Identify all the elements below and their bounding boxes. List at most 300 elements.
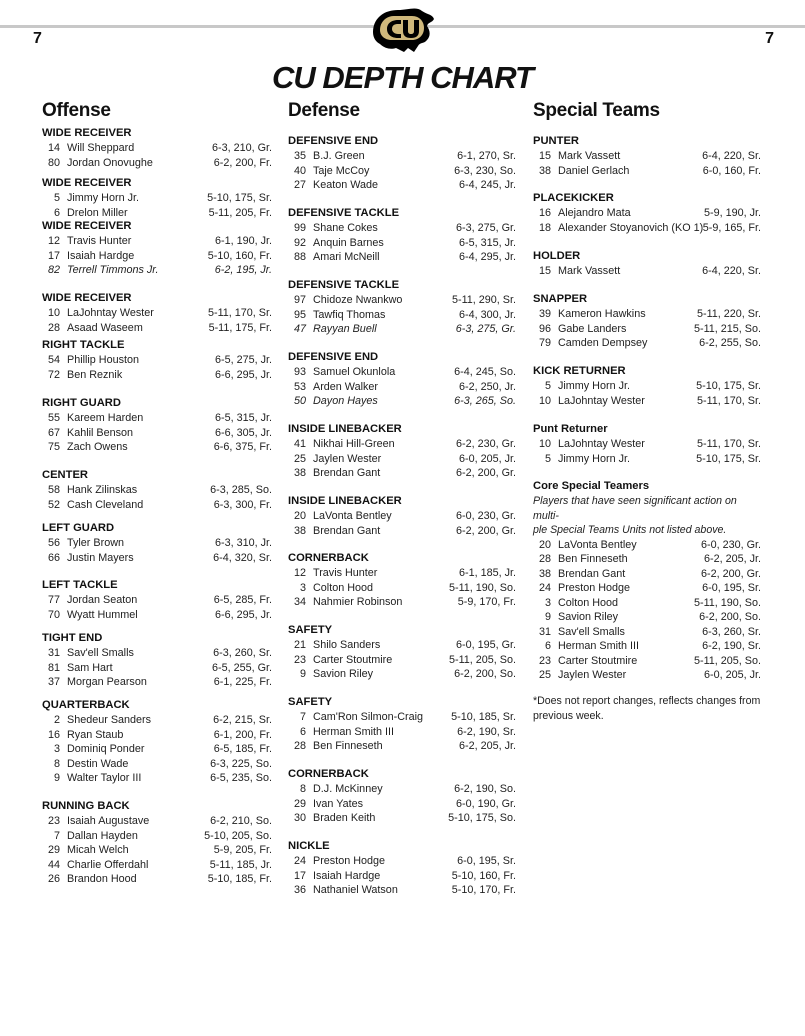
player-info: 6-2, 230, Gr. <box>455 438 516 450</box>
player-name: Jimmy Horn Jr. <box>67 192 139 204</box>
player-name: Sav'ell Smalls <box>67 647 134 659</box>
player-name: Isaiah Hardge <box>313 869 381 882</box>
player-row <box>533 307 761 322</box>
position-title: INSIDE LINEBACKER <box>288 495 402 507</box>
player-name: Rayyan Buell <box>313 323 377 335</box>
player-name: Samuel Okunlola <box>313 366 396 378</box>
player-info: 6-2, 255, So. <box>699 337 761 349</box>
jersey-number: 67 <box>47 426 60 439</box>
player-row <box>533 596 761 611</box>
player-info: 6-6, 295, Jr. <box>214 368 272 381</box>
player-info: 6-3, 275, Gr. <box>455 222 516 234</box>
player-name: LaJohntay Wester <box>67 307 154 319</box>
player-name: Ivan Yates <box>313 797 364 810</box>
player-info: 6-3, 260, Sr. <box>702 625 761 638</box>
player-name: Justin Mayers <box>67 551 134 564</box>
position-title: SAFETY <box>288 624 333 636</box>
player-info: 6-3, 285, So. <box>210 484 272 496</box>
player-name: Savion Riley <box>313 668 374 680</box>
player-row <box>533 437 761 452</box>
player-row <box>42 829 272 844</box>
jersey-number: 9 <box>299 668 306 680</box>
player-row <box>288 293 516 308</box>
player-row <box>42 440 272 455</box>
player-row <box>42 608 272 623</box>
player-name: Alexander Stoyanovich (KO 1) <box>558 221 704 234</box>
position-title: RIGHT GUARD <box>42 397 121 409</box>
section-note: Players that have seen significant action on multi- <box>533 495 737 522</box>
offense-section <box>42 468 272 512</box>
player-info: 6-4, 295, Jr. <box>458 251 516 263</box>
player-info: 6-2, 215, Sr. <box>213 714 272 726</box>
player-info: 6-0, 190, Gr. <box>455 797 516 810</box>
player-info: 6-2, 200, Gr. <box>700 567 761 580</box>
player-info: 5-10, 175, Sr. <box>696 380 761 392</box>
player-row <box>288 365 516 380</box>
player-info: 5-11, 175, Fr. <box>208 321 272 334</box>
player-name: Herman Smith III <box>558 640 639 652</box>
player-name: Sam Hart <box>67 661 113 674</box>
jersey-number: 25 <box>538 669 551 681</box>
offense-heading: Offense <box>42 100 111 121</box>
player-name: Will Sheppard <box>67 142 135 154</box>
jersey-number: 17 <box>293 869 306 882</box>
position-title: Core Special Teamers <box>533 480 650 492</box>
player-name: Savion Riley <box>558 611 619 623</box>
defense-section <box>288 278 516 337</box>
player-row <box>533 625 761 640</box>
player-info: 6-4, 220, Sr. <box>702 265 761 277</box>
offense-column <box>42 100 272 885</box>
player-info: 5-9, 165, Fr. <box>702 221 761 234</box>
player-name: Jaylen Wester <box>558 669 627 681</box>
player-name: Isaiah Hardge <box>67 249 135 262</box>
player-info: 6-1, 270, Sr. <box>457 150 516 162</box>
jersey-number: 8 <box>299 783 306 795</box>
jersey-number: 97 <box>293 294 306 306</box>
player-row <box>533 610 761 625</box>
player-name: Ben Reznik <box>67 368 123 381</box>
jersey-number: 25 <box>293 452 306 465</box>
position-title: DEFENSIVE TACKLE <box>288 207 400 219</box>
jersey-number: 39 <box>538 308 551 320</box>
jersey-number: 5 <box>53 192 60 204</box>
player-name: Brendan Gant <box>558 567 626 580</box>
player-info: 6-4, 220, Sr. <box>702 150 761 162</box>
offense-section <box>42 631 272 690</box>
player-name: Dayon Hayes <box>313 395 378 407</box>
page-number-right: 7 <box>765 30 774 47</box>
player-row <box>288 854 516 869</box>
player-info: 6-2, 200, Gr. <box>455 467 516 479</box>
player-info: 6-3, 225, So. <box>210 757 272 770</box>
player-info: 6-0, 230, Gr. <box>455 510 516 522</box>
player-row <box>288 725 516 740</box>
player-row <box>533 639 761 654</box>
jersey-number: 7 <box>53 829 60 842</box>
jersey-number: 7 <box>299 711 306 723</box>
player-row <box>42 426 272 441</box>
offense-section <box>42 578 272 622</box>
player-row <box>533 394 761 409</box>
position-title: KICK RETURNER <box>533 365 626 377</box>
player-name: Jordan Onovughe <box>67 156 153 169</box>
player-name: Kameron Hawkins <box>558 308 646 320</box>
player-row <box>42 353 272 368</box>
jersey-number: 96 <box>538 322 551 335</box>
player-row <box>533 581 761 596</box>
position-title: PLACEKICKER <box>533 192 614 204</box>
player-name: Colton Hood <box>313 581 374 594</box>
player-info: 6-3, 310, Jr. <box>214 537 272 549</box>
position-title: DEFENSIVE END <box>288 351 379 363</box>
position-title: WIDE RECEIVER <box>42 220 132 232</box>
jersey-number: 58 <box>47 484 60 496</box>
jersey-number: 23 <box>538 654 551 667</box>
position-title: HOLDER <box>533 250 581 262</box>
player-info: 6-2, 200, Gr. <box>455 524 516 537</box>
player-row <box>42 646 272 661</box>
jersey-number: 20 <box>293 510 306 522</box>
player-row <box>288 236 516 251</box>
jersey-number: 10 <box>47 307 60 319</box>
player-info: 6-0, 160, Fr. <box>702 164 761 177</box>
player-info: 6-2, 200, So. <box>454 668 516 680</box>
special-teams-section <box>533 479 761 683</box>
jersey-number: 80 <box>47 156 60 169</box>
player-row <box>533 149 761 164</box>
jersey-number: 55 <box>47 412 60 424</box>
position-title: SNAPPER <box>533 293 588 305</box>
jersey-number: 29 <box>47 844 60 856</box>
player-name: Asaad Waseem <box>67 321 143 334</box>
player-row <box>533 379 761 394</box>
player-name: Nathaniel Watson <box>313 884 398 896</box>
jersey-number: 3 <box>299 581 306 594</box>
player-row <box>42 728 272 743</box>
player-row <box>288 452 516 467</box>
player-row <box>42 675 272 690</box>
jersey-number: 31 <box>47 647 60 659</box>
offense-section <box>42 799 272 887</box>
jersey-number: 93 <box>293 366 306 378</box>
jersey-number: 12 <box>293 567 306 579</box>
player-row <box>42 551 272 566</box>
player-row <box>42 206 272 221</box>
player-name: Sav'ell Smalls <box>558 625 625 638</box>
player-name: Tawfiq Thomas <box>313 308 386 321</box>
player-name: Herman Smith III <box>313 725 394 738</box>
player-info: 6-0, 195, Sr. <box>702 582 761 594</box>
player-row <box>42 156 272 171</box>
player-info: 6-6, 375, Fr. <box>213 441 272 453</box>
position-title: SAFETY <box>288 696 333 708</box>
jersey-number: 50 <box>293 395 306 407</box>
jersey-number: 92 <box>293 236 306 249</box>
position-title: DEFENSIVE TACKLE <box>288 279 400 291</box>
defense-section <box>288 134 516 193</box>
player-info: 6-1, 225, Fr. <box>213 676 272 688</box>
player-row <box>42 757 272 772</box>
player-row <box>42 249 272 264</box>
player-name: Preston Hodge <box>313 855 386 867</box>
special-teams-section <box>533 292 761 351</box>
jersey-number: 2 <box>53 714 60 726</box>
player-info: 6-1, 190, Jr. <box>214 235 272 247</box>
offense-section <box>42 396 272 455</box>
player-name: Brendan Gant <box>313 467 381 479</box>
player-row <box>288 524 516 539</box>
page-number-left: 7 <box>33 30 42 47</box>
jersey-number: 66 <box>47 551 60 564</box>
player-info: 5-10, 185, Sr. <box>451 711 516 723</box>
jersey-number: 15 <box>538 150 551 162</box>
player-info: 6-5, 185, Fr. <box>213 743 272 755</box>
player-info: 6-5, 315, Jr. <box>214 412 272 424</box>
jersey-number: 16 <box>47 728 60 741</box>
player-info: 6-4, 320, Sr. <box>213 551 272 564</box>
player-name: Micah Welch <box>67 844 129 856</box>
player-row <box>288 394 516 409</box>
player-info: 5-10, 170, Fr. <box>451 884 516 896</box>
position-title: RUNNING BACK <box>42 800 130 812</box>
player-row <box>288 638 516 653</box>
player-row <box>288 437 516 452</box>
player-row <box>42 141 272 156</box>
player-name: Terrell Timmons Jr. <box>67 264 159 276</box>
player-info: 6-4, 300, Jr. <box>458 308 516 321</box>
player-name: Wyatt Hummel <box>67 608 138 621</box>
jersey-number: 15 <box>538 265 551 277</box>
jersey-number: 52 <box>47 498 60 511</box>
player-row <box>42 843 272 858</box>
player-info: 5-9, 205, Fr. <box>213 844 272 856</box>
position-title: CORNERBACK <box>288 768 369 780</box>
player-info: 6-2, 205, Jr. <box>458 740 516 752</box>
player-info: 6-4, 245, Jr. <box>458 179 516 191</box>
player-row <box>288 869 516 884</box>
position-title: QUARTERBACK <box>42 699 130 711</box>
player-row <box>533 552 761 567</box>
position-title: RIGHT TACKLE <box>42 339 125 351</box>
player-info: 6-2, 190, Sr. <box>702 640 761 652</box>
jersey-number: 3 <box>53 743 60 755</box>
player-row <box>288 178 516 193</box>
special-teams-section <box>533 134 761 178</box>
special-teams-heading: Special Teams <box>533 100 660 121</box>
player-row <box>42 411 272 426</box>
player-row <box>533 221 761 236</box>
player-info: 5-10, 175, Sr. <box>696 452 761 465</box>
jersey-number: 31 <box>538 625 551 638</box>
player-info: 5-11, 290, Sr. <box>451 294 516 306</box>
player-name: LaVonta Bentley <box>558 538 637 551</box>
page-title: CU DEPTH CHART <box>272 60 533 95</box>
jersey-number: 54 <box>47 354 60 366</box>
defense-section <box>288 422 516 481</box>
jersey-number: 53 <box>293 380 306 393</box>
player-name: Colton Hood <box>558 596 619 609</box>
player-name: LaJohntay Wester <box>558 394 645 407</box>
jersey-number: 28 <box>538 553 551 565</box>
player-name: Brendan Gant <box>313 524 381 537</box>
position-title: WIDE RECEIVER <box>42 127 132 139</box>
jersey-number: 17 <box>47 249 60 262</box>
footnote-line: previous week. <box>533 709 604 722</box>
player-info: 6-3, 265, So. <box>454 395 516 407</box>
player-row <box>288 250 516 265</box>
player-name: Keaton Wade <box>313 179 379 191</box>
player-name: Drelon Miller <box>67 206 128 219</box>
player-row <box>288 595 516 610</box>
player-row <box>288 782 516 797</box>
jersey-number: 36 <box>293 884 306 896</box>
player-info: 5-11, 190, So. <box>693 596 761 609</box>
player-info: 5-11, 170, Sr. <box>207 307 272 319</box>
jersey-number: 37 <box>47 676 60 688</box>
player-row <box>42 498 272 513</box>
player-name: Amari McNeill <box>313 251 380 263</box>
player-info: 5-10, 175, So. <box>448 812 516 824</box>
jersey-number: 38 <box>538 567 551 580</box>
player-row <box>533 538 761 553</box>
player-row <box>288 797 516 812</box>
position-title: TIGHT END <box>42 632 103 644</box>
player-row <box>42 483 272 498</box>
jersey-number: 38 <box>293 524 306 537</box>
player-row <box>288 322 516 337</box>
player-info: 6-5, 255, Gr. <box>211 661 272 674</box>
defense-section <box>288 350 516 409</box>
player-row <box>288 149 516 164</box>
jersey-number: 77 <box>47 594 60 606</box>
player-info: 6-2, 250, Jr. <box>458 380 516 393</box>
player-info: 5-10, 160, Fr. <box>451 869 516 882</box>
offense-section <box>42 698 272 786</box>
jersey-number: 8 <box>53 757 60 770</box>
defense-section <box>288 206 516 265</box>
jersey-number: 82 <box>47 264 60 276</box>
player-row <box>42 234 272 249</box>
player-name: Dallan Hayden <box>67 829 138 842</box>
jersey-number: 21 <box>293 639 306 651</box>
player-row <box>42 263 272 278</box>
jersey-number: 10 <box>538 394 551 407</box>
cu-buffalo-logo-icon <box>370 2 436 54</box>
player-info: 6-0, 205, Jr. <box>458 452 516 465</box>
player-info: 6-3, 260, Sr. <box>213 647 272 659</box>
player-name: Charlie Offerdahl <box>67 858 149 871</box>
jersey-number: 5 <box>544 452 551 465</box>
player-row <box>288 509 516 524</box>
player-row <box>533 336 761 351</box>
special-teams-section <box>533 249 761 279</box>
player-info: 6-3, 210, Gr. <box>211 142 272 154</box>
player-name: Ben Finneseth <box>558 553 628 565</box>
position-title: NICKLE <box>288 840 330 852</box>
jersey-number: 26 <box>47 873 60 885</box>
jersey-number: 47 <box>293 323 306 335</box>
player-info: 6-4, 245, So. <box>454 366 516 378</box>
player-row <box>533 567 761 582</box>
player-info: 5-11, 205, So. <box>448 653 516 666</box>
player-name: Jimmy Horn Jr. <box>558 380 630 392</box>
jersey-number: 6 <box>53 206 60 219</box>
player-name: Shedeur Sanders <box>67 714 152 726</box>
jersey-number: 12 <box>47 235 60 247</box>
player-name: Phillip Houston <box>67 354 140 366</box>
offense-section <box>42 521 272 565</box>
player-name: Hank Zilinskas <box>67 484 138 496</box>
player-info: 6-2, 210, So. <box>210 815 272 827</box>
player-info: 5-11, 205, So. <box>693 654 761 667</box>
position-title: CENTER <box>42 469 88 481</box>
position-title: WIDE RECEIVER <box>42 292 132 304</box>
player-info: 6-1, 185, Jr. <box>458 567 516 579</box>
section-note: ple Special Teams Units not listed above. <box>533 524 727 536</box>
player-name: Mark Vassett <box>558 265 621 277</box>
player-row <box>288 653 516 668</box>
player-row <box>288 739 516 754</box>
defense-section <box>288 551 516 610</box>
jersey-number: 38 <box>538 164 551 177</box>
jersey-number: 40 <box>293 164 306 177</box>
jersey-number: 27 <box>293 179 306 191</box>
jersey-number: 56 <box>47 537 60 549</box>
jersey-number: 5 <box>544 380 551 392</box>
player-name: Dominiq Ponder <box>67 743 145 755</box>
player-row <box>42 191 272 206</box>
player-name: Kahlil Benson <box>67 426 134 439</box>
position-title: PUNTER <box>533 135 579 147</box>
defense-section <box>288 695 516 754</box>
player-name: Braden Keith <box>313 812 376 824</box>
player-row <box>42 771 272 786</box>
player-row <box>42 368 272 383</box>
jersey-number: 28 <box>47 321 60 334</box>
jersey-number: 81 <box>47 661 60 674</box>
offense-section <box>42 126 272 170</box>
player-row <box>288 566 516 581</box>
defense-section <box>288 494 516 538</box>
player-info: 6-3, 300, Fr. <box>213 498 272 511</box>
player-info: 5-9, 170, Fr. <box>457 596 516 608</box>
player-name: Camden Dempsey <box>558 337 648 349</box>
player-info: 6-2, 200, So. <box>699 611 761 623</box>
jersey-number: 99 <box>293 222 306 234</box>
jersey-number: 79 <box>538 337 551 349</box>
player-row <box>42 593 272 608</box>
page-header <box>0 0 805 50</box>
player-name: Daniel Gerlach <box>558 164 630 177</box>
player-row <box>533 206 761 221</box>
jersey-number: 23 <box>293 653 306 666</box>
player-info: 5-11, 215, So. <box>693 322 761 335</box>
player-name: Nikhai Hill-Green <box>313 438 395 450</box>
player-info: 6-5, 315, Jr. <box>458 236 516 249</box>
player-name: Destin Wade <box>67 757 129 770</box>
jersey-number: 24 <box>538 582 551 594</box>
player-name: Travis Hunter <box>313 567 378 579</box>
player-name: Chidoze Nwankwo <box>313 294 403 306</box>
player-info: 5-10, 185, Fr. <box>207 873 272 885</box>
player-name: D.J. McKinney <box>313 783 383 795</box>
player-name: Preston Hodge <box>558 582 631 594</box>
player-name: Travis Hunter <box>67 235 132 247</box>
player-info: 6-5, 275, Jr. <box>214 354 272 366</box>
player-name: Carter Stoutmire <box>313 653 393 666</box>
position-title: LEFT GUARD <box>42 522 115 534</box>
